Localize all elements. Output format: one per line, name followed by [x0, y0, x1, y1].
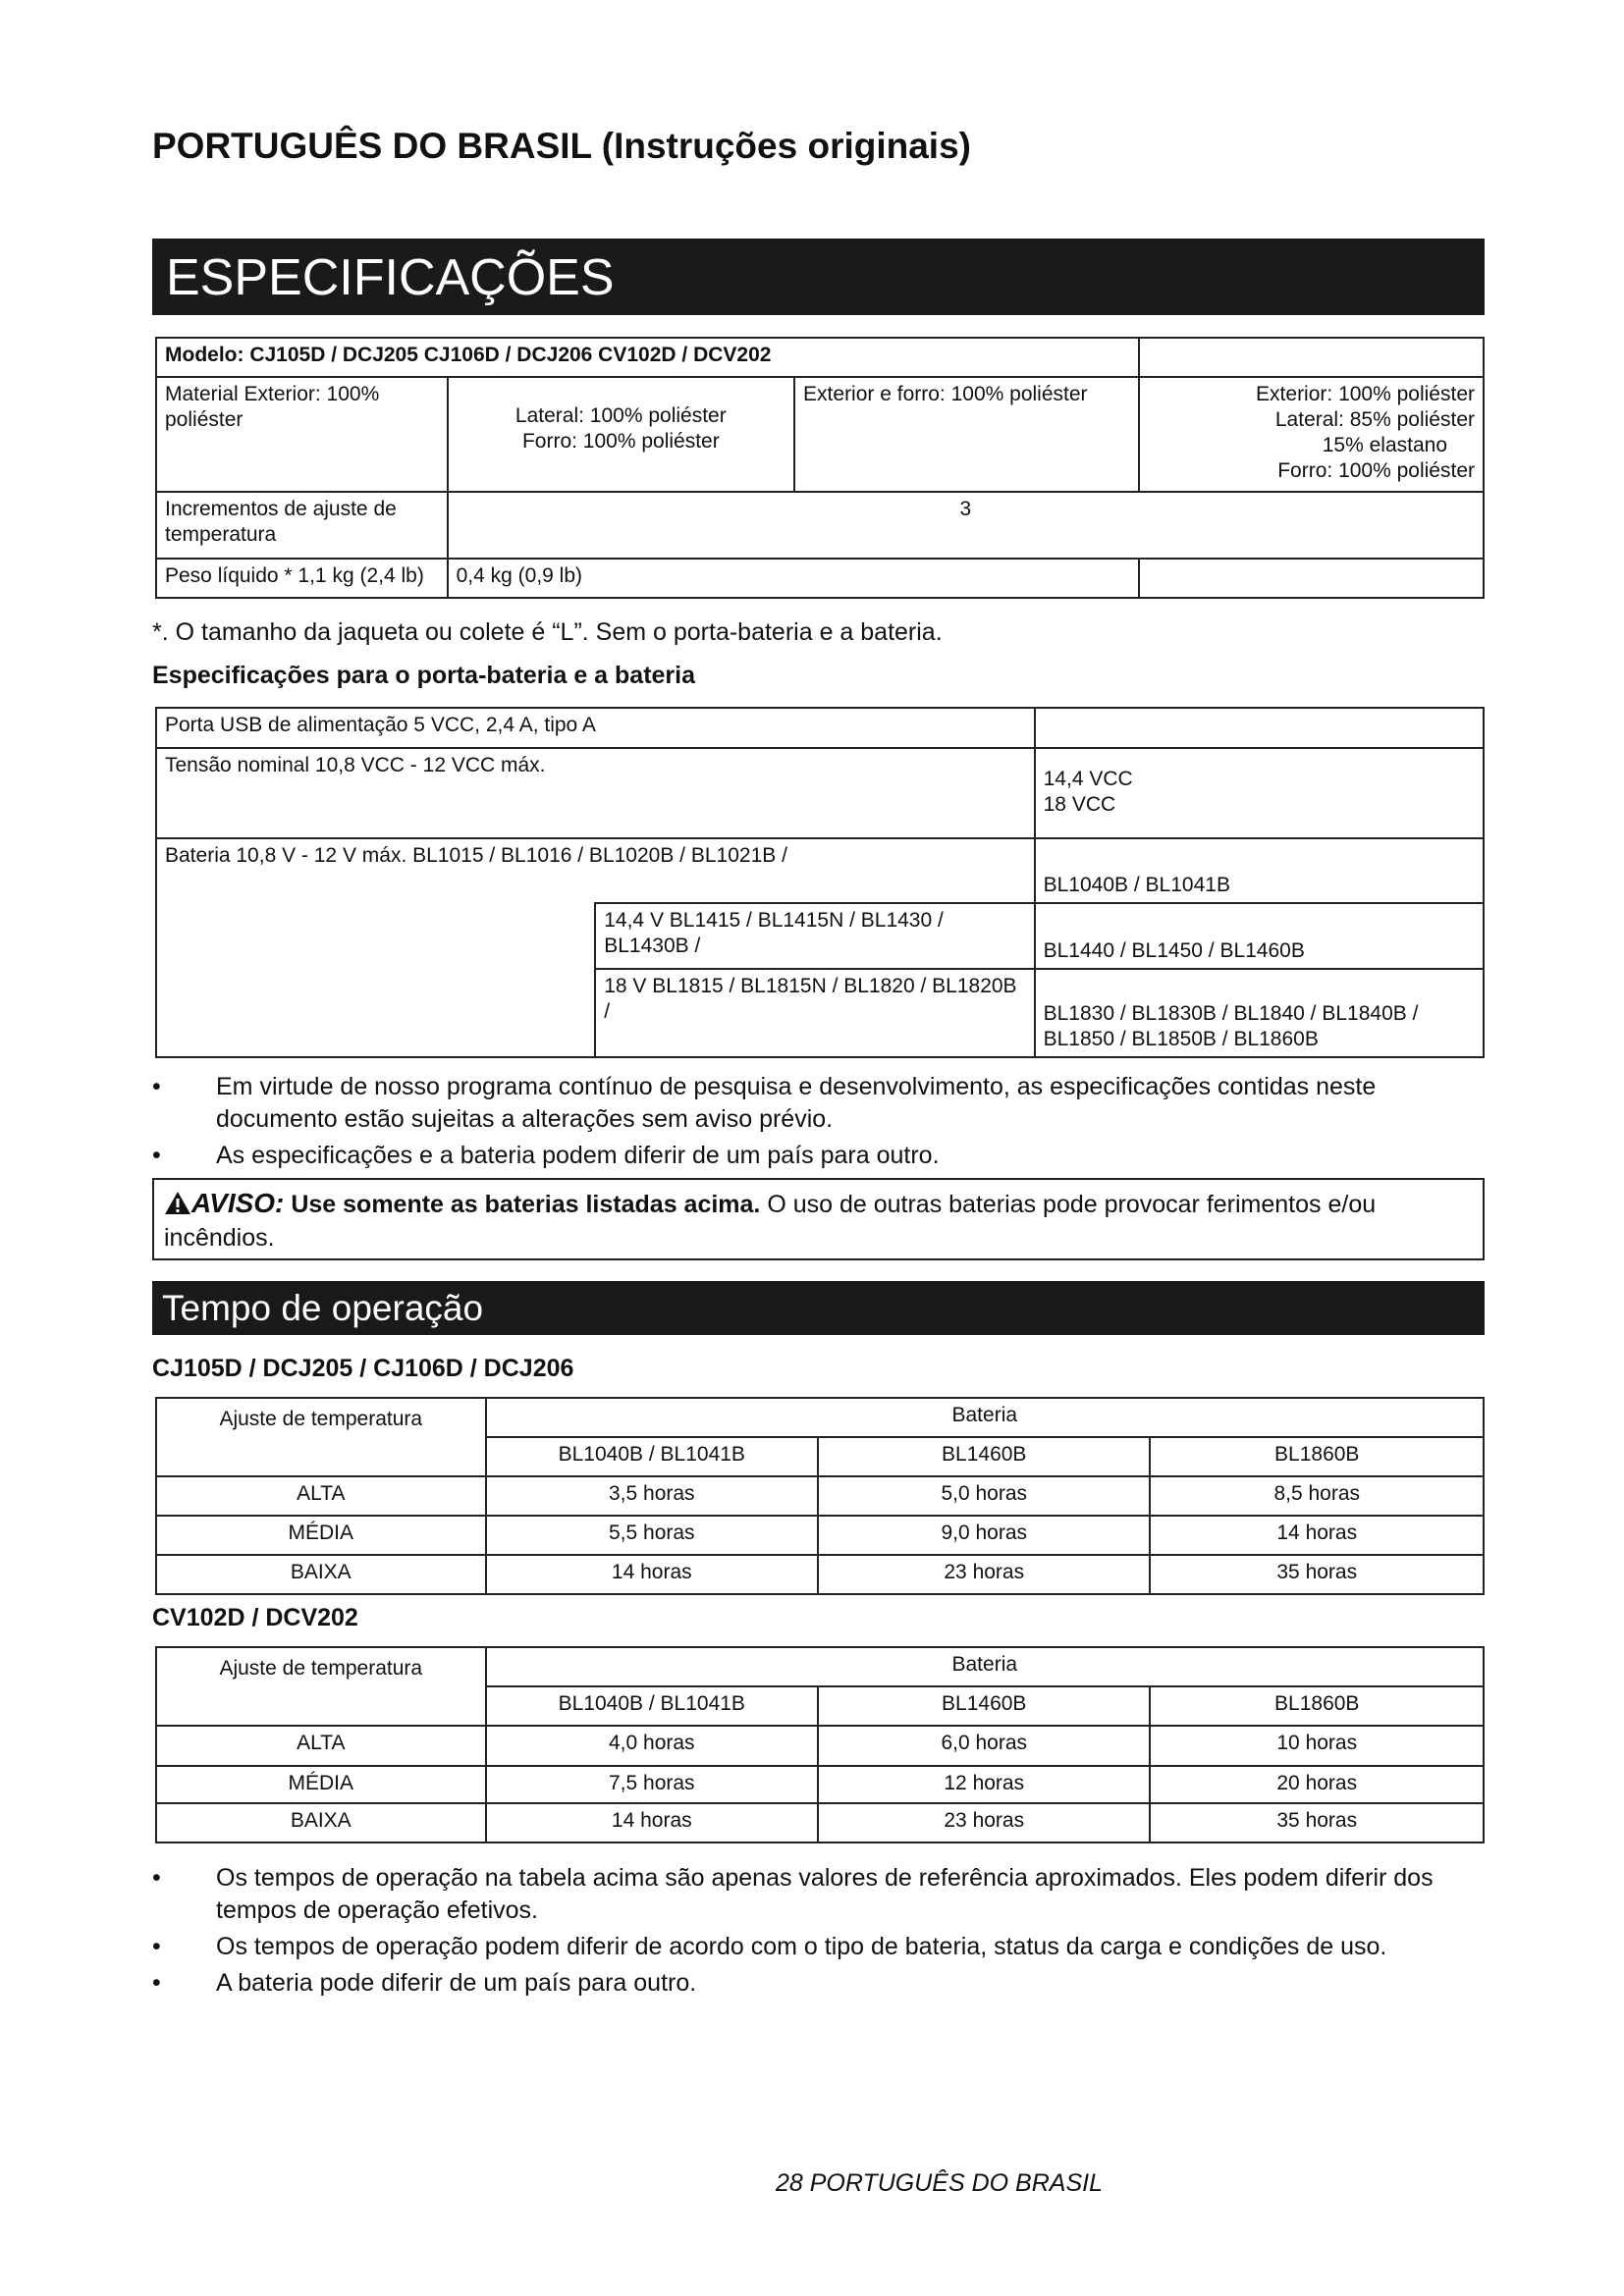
time-cell: 8,5 horas	[1150, 1476, 1484, 1516]
empty-cell	[1139, 559, 1484, 598]
level-cell: MÉDIA	[156, 1766, 486, 1803]
battery-table	[155, 707, 1485, 1058]
bullet-item: • Em virtude de nosso programa contínuo de pesquisa e desenvolvimento, as especificações contidas neste documento estão sujeitas a alterações sem aviso prévio.	[152, 1071, 1488, 1136]
battery-model: BL1460B	[818, 1686, 1150, 1726]
temperature-header: Ajuste de temperatura	[156, 1647, 486, 1726]
battery-model: BL1860B	[1150, 1686, 1484, 1726]
table-row	[156, 1726, 1484, 1766]
battery-row3-right	[1035, 969, 1484, 1057]
operation-table-1	[155, 1397, 1485, 1595]
material-col4-line: Lateral: 85% poliéster	[1274, 408, 1475, 431]
battery-row3: 18 V BL1815 / BL1815N / BL1820 / BL1820B /	[595, 969, 1034, 1057]
weight-value: 0,4 kg (0,9 lb)	[448, 559, 1140, 598]
material-col4-line: Exterior: 100% poliéster	[1256, 383, 1475, 405]
battery-specs-heading: Especificações para o porta-bateria e a bateria	[152, 662, 696, 689]
empty-cell	[156, 903, 595, 1057]
weight-label: Peso líquido * 1,1 kg (2,4 lb)	[156, 559, 448, 598]
battery-row1-right: BL1040B / BL1041B	[1035, 838, 1484, 903]
bullet-item: • Os tempos de operação na tabela acima são apenas valores de referência aproximados. Eles podem diferir dos tempos de operação efetivos.	[152, 1862, 1488, 1927]
increments-value: 3	[448, 492, 1484, 559]
usb-label: Porta USB de alimentação 5 VCC, 2,4 A, tipo A	[156, 708, 1035, 748]
time-cell: 14 horas	[486, 1803, 818, 1842]
voltage-right	[1035, 748, 1484, 838]
spec-notes	[152, 1071, 1488, 1176]
battery-model: BL1040B / BL1041B	[486, 1437, 818, 1476]
time-cell: 35 horas	[1150, 1555, 1484, 1594]
level-cell: ALTA	[156, 1476, 486, 1516]
bullet-item: • A bateria pode diferir de um país para outro.	[152, 1967, 1488, 2000]
material-col2-line: Lateral: 100% poliéster	[514, 404, 727, 427]
battery-model: BL1040B / BL1041B	[486, 1686, 818, 1726]
time-cell: 35 horas	[1150, 1803, 1484, 1842]
time-cell: 5,0 horas	[818, 1476, 1150, 1516]
material-col4	[1139, 377, 1484, 492]
specifications-table	[155, 337, 1485, 599]
material-col2-line: Forro: 100% poliéster	[521, 430, 720, 453]
operation-notes	[152, 1862, 1488, 2003]
time-cell: 23 horas	[818, 1555, 1150, 1594]
material-col4-line: 15% elastano	[1322, 434, 1447, 456]
operation-table-2	[155, 1646, 1485, 1843]
time-cell: 5,5 horas	[486, 1516, 818, 1555]
battery-row2-right: BL1440 / BL1450 / BL1460B	[1035, 903, 1484, 969]
table-row	[156, 1516, 1484, 1555]
battery-model: BL1460B	[818, 1437, 1150, 1476]
time-cell: 12 horas	[818, 1766, 1150, 1803]
level-cell: ALTA	[156, 1726, 486, 1766]
warning-label: AVISO:	[191, 1188, 285, 1218]
time-cell: 10 horas	[1150, 1726, 1484, 1766]
voltage-label: Tensão nominal 10,8 VCC - 12 VCC máx.	[156, 748, 1035, 838]
battery-row3-line: BL1850 / BL1850B / BL1860B	[1043, 1028, 1319, 1050]
material-col3: Exterior e forro: 100% poliéster	[794, 377, 1139, 492]
specifications-heading: ESPECIFICAÇÕES	[152, 239, 1485, 315]
battery-model: BL1860B	[1150, 1437, 1484, 1476]
table2-heading: CV102D / DCV202	[152, 1604, 358, 1631]
material-col4-line: Forro: 100% poliéster	[1277, 459, 1475, 482]
model-cell: Modelo: CJ105D / DCJ205 CJ106D / DCJ206 CV102D / DCV202	[156, 338, 1139, 377]
empty-cell	[1035, 708, 1484, 748]
time-cell: 9,0 horas	[818, 1516, 1150, 1555]
time-cell: 14 horas	[1150, 1516, 1484, 1555]
page-footer: 28 PORTUGUÊS DO BRASIL	[776, 2169, 1103, 2197]
voltage-line: 18 VCC	[1043, 793, 1116, 816]
level-cell: MÉDIA	[156, 1516, 486, 1555]
warning-bold: Use somente as baterias listadas acima.	[291, 1191, 761, 1218]
table-row	[156, 1766, 1484, 1803]
table-row	[156, 1555, 1484, 1594]
empty-cell	[1139, 338, 1484, 377]
time-cell: 14 horas	[486, 1555, 818, 1594]
warning-triangle-icon	[164, 1191, 191, 1223]
footnote: *. O tamanho da jaqueta ou colete é “L”. Sem o porta-bateria e a bateria.	[152, 618, 943, 646]
battery-row1: Bateria 10,8 V - 12 V máx. BL1015 / BL1016 / BL1020B / BL1021B /	[156, 838, 1035, 903]
battery-header: Bateria	[486, 1398, 1484, 1437]
time-cell: 23 horas	[818, 1803, 1150, 1842]
table-row	[156, 1803, 1484, 1842]
table-row	[156, 1476, 1484, 1516]
battery-row2: 14,4 V BL1415 / BL1415N / BL1430 / BL1430B /	[595, 903, 1034, 969]
warning-text: O uso de outras baterias pode provocar ferimentos e/ou incêndios.	[164, 1191, 1377, 1252]
bullet-item: • Os tempos de operação podem diferir de acordo com o tipo de bateria, status da carga e condições de uso.	[152, 1931, 1488, 1963]
material-col2	[448, 377, 794, 492]
time-cell: 4,0 horas	[486, 1726, 818, 1766]
battery-header: Bateria	[486, 1647, 1484, 1686]
time-cell: 3,5 horas	[486, 1476, 818, 1516]
material-label: Material Exterior: 100% poliéster	[156, 377, 448, 492]
page-title: PORTUGUÊS DO BRASIL (Instruções originais)	[152, 126, 971, 166]
level-cell: BAIXA	[156, 1555, 486, 1594]
table1-heading: CJ105D / DCJ205 / CJ106D / DCJ206	[152, 1355, 574, 1382]
time-cell: 20 horas	[1150, 1766, 1484, 1803]
voltage-line: 14,4 VCC	[1043, 768, 1133, 790]
level-cell: BAIXA	[156, 1803, 486, 1842]
warning-box	[152, 1178, 1485, 1260]
bullet-item: • As especificações e a bateria podem diferir de um país para outro.	[152, 1140, 1488, 1172]
battery-row3-line: BL1830 / BL1830B / BL1840 / BL1840B /	[1043, 1002, 1419, 1025]
time-cell: 6,0 horas	[818, 1726, 1150, 1766]
increments-label: Incrementos de ajuste de temperatura	[156, 492, 448, 559]
temperature-header: Ajuste de temperatura	[156, 1398, 486, 1476]
time-cell: 7,5 horas	[486, 1766, 818, 1803]
operation-time-heading: Tempo de operação	[152, 1281, 1485, 1335]
